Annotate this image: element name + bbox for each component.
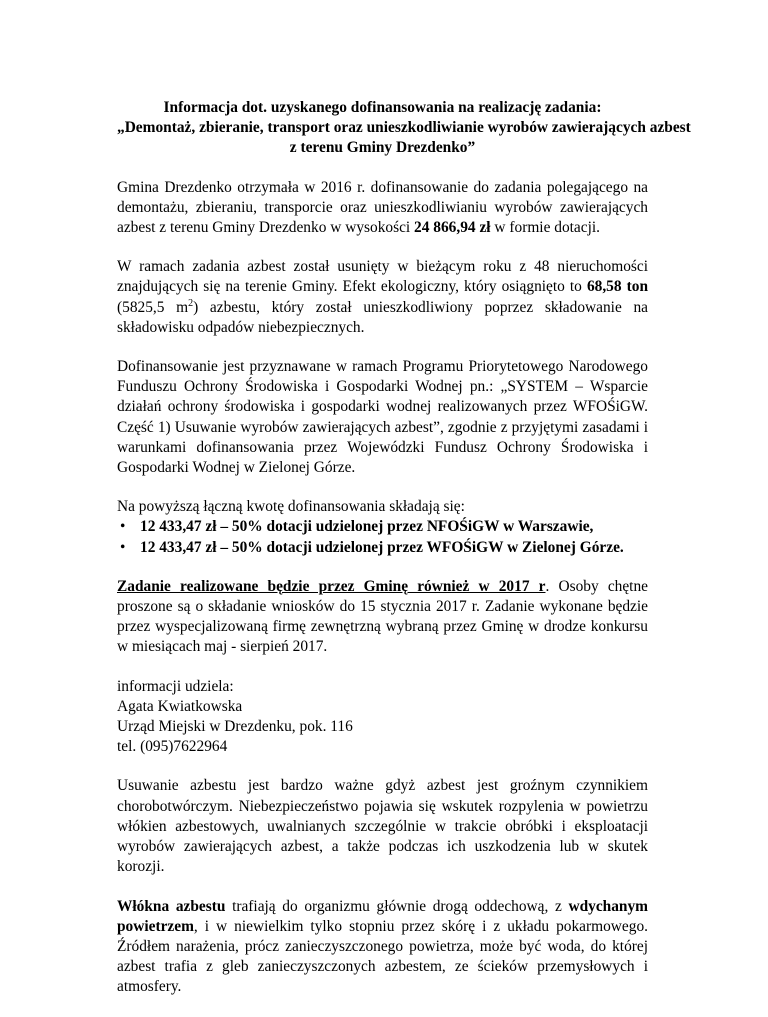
title-line-2: „Demontaż, zbieranie, transport oraz unieszkodliwianie wyrobów zawierających azbest [117, 119, 691, 137]
paragraph-text: trafiają do organizmu głównie drogą oddechową, z [225, 897, 569, 915]
title-line-1: Informacja dot. uzyskanego dofinansowania na realizację zadania: [163, 99, 602, 116]
paragraph-text: Dofinansowanie jest przyznawane w ramach Programu Priorytetowego Narodowego Funduszu Ochrony Środowiska i Gospodarki Wodnej pn.: „SYSTEM – Wsparcie działań ochrony środowiska i gospodarki wodnej realizowanych przez WFOŚiGW. Część 1) Usuwanie wyrobów zawierających azbest”, zgodnie z przyjętymi zasadami i warunkami dofinansowania przez Wojewódzki Fundusz Ochrony Środowiska i Gospodarki Wodnej w Zielonej Górze. [117, 358, 648, 477]
asbestos-area: (5825,5 m [117, 298, 189, 316]
contact-office: Urząd Miejski w Drezdenku, pok. 116 [117, 718, 353, 736]
paragraph-text: W ramach zadania azbest został usunięty w bieżącym roku z 48 nieruchomości znajdujących się na terenie Gminy. Efekt ekologiczny, który osiągnięto to [117, 258, 648, 296]
bullet-icon: • [120, 518, 126, 536]
funding-intro: Na powyższą łączną kwotę dofinansowania składają się: [117, 498, 465, 516]
contact-name: Agata Kwiatkowska [117, 697, 243, 715]
list-item [117, 517, 648, 537]
paragraph-text: Gmina Drezdenko otrzymała w 2016 r. dofinansowanie do zadania polegającego na demontażu, zbieraniu, transporcie oraz unieszkodliwianiu wyrobów zawierających azbest z terenu Gminy Drezdenko w wysokości [117, 178, 648, 237]
paragraph-text: w formie dotacji. [490, 219, 600, 237]
document-title [117, 98, 691, 159]
title-line-3: z terenu Gminy Drezdenko” [289, 139, 476, 157]
task-2017-heading: Zadanie realizowane będzie przez Gminę również w 2017 r [117, 577, 546, 595]
paragraph-text: , i w niewielkim tylko stopniu przez skórę i z układu pokarmowego. Źródłem narażenia, prócz zanieczyszczonego powietrza, może być woda, do której azbest trafia z gleb zanieczyszczonych azbestem, ze ścieków przemysłowych i atmosfery. [117, 917, 648, 996]
list-item [117, 538, 648, 558]
paragraph-text: Usuwanie azbestu jest bardzo ważne gdyż azbest jest groźnym czynnikiem chorobotwórczym. Niebezpieczeństwo pojawia się wskutek rozpylenia w powietrzu włókien azbestowych, uwalnianych szczególnie w trakcie obróbki i eksploatacji wyrobów zawierających azbest, a także podczas ich uszkodzenia lub w skutek korozji. [117, 777, 648, 876]
funding-item-wfosigw: 12 433,47 zł – 50% dotacji udzielonej przez WFOŚiGW w Zielonej Górze. [140, 538, 624, 556]
funding-amount: 24 866,94 zł [414, 219, 491, 237]
bold-inhaled-air: wdychanym powietrzem [117, 897, 648, 935]
asbestos-tonnage: 68,58 ton [586, 278, 649, 296]
paragraph-asbestos-danger [117, 776, 648, 877]
document-page [117, 98, 691, 1017]
funding-list [117, 517, 648, 557]
square-superscript: 2 [188, 297, 194, 309]
funding-item-nfosigw: 12 433,47 zł – 50% dotacji udzielonej przez NFOŚiGW w Warszawie, [140, 518, 594, 536]
paragraph-asbestos-exposure [117, 897, 648, 998]
paragraph-ecological-effect [117, 257, 648, 338]
bullet-icon: • [120, 538, 126, 556]
paragraph-program-info [117, 357, 648, 478]
contact-phone: tel. (095)7622964 [117, 738, 228, 756]
paragraph-text: ) azbestu, który został unieszkodliwiony poprzez składowanie na składowisku odpadów niebezpiecznych. [117, 298, 648, 336]
contact-label: informacji udziela: [117, 677, 234, 695]
paragraph-funding-received [117, 178, 648, 239]
paragraph-2017-task [117, 577, 648, 658]
paragraph-text: . Osoby chętne proszone są o składanie wniosków do 15 stycznia 2017 r. Zadanie wykonane będzie przez wyspecjalizowaną firmę zewnętrzną wybraną przez Gminę w drodze konkursu w miesiącach maj - sierpień 2017. [117, 577, 648, 656]
bold-asbestos-fibers: Włókna azbestu [117, 897, 226, 915]
funding-breakdown [117, 497, 648, 558]
